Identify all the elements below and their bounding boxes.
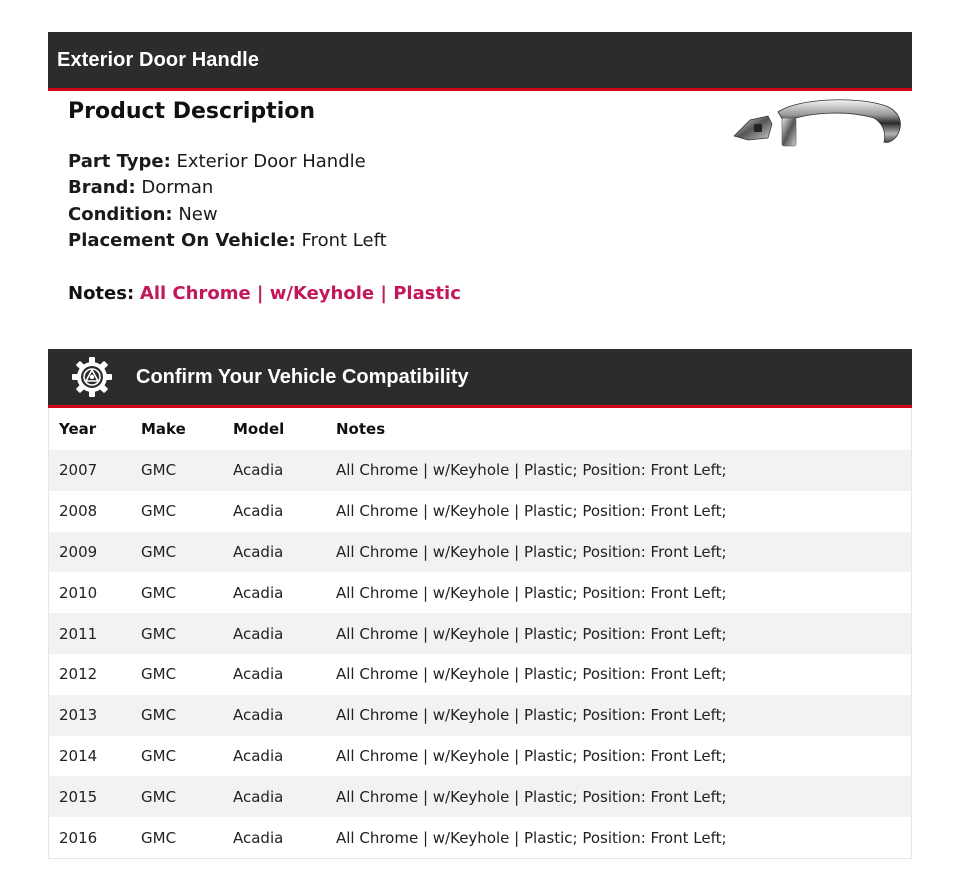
cell-notes: All Chrome | w/Keyhole | Plastic; Position: Front Left; (326, 695, 911, 736)
cell-year: 2012 (49, 654, 131, 695)
cell-model: Acadia (223, 736, 326, 777)
table-row (49, 613, 911, 654)
cell-model: Acadia (223, 491, 326, 532)
column-header-model: Model (233, 420, 285, 438)
spec-row-brand (68, 175, 708, 201)
cell-notes: All Chrome | w/Keyhole | Plastic; Position: Front Left; (326, 572, 911, 613)
table-row (49, 736, 911, 777)
spec-list (68, 149, 708, 254)
cell-year: 2010 (49, 572, 131, 613)
spec-row-placement (68, 228, 708, 254)
table-row (49, 491, 911, 532)
cell-make: GMC (131, 817, 223, 858)
product-description (68, 96, 708, 307)
section-title: Confirm Your Vehicle Compatibility (136, 365, 469, 388)
cell-year: 2008 (49, 491, 131, 532)
cell-year: 2016 (49, 817, 131, 858)
spec-key: Placement On Vehicle: (68, 229, 296, 251)
cell-notes: All Chrome | w/Keyhole | Plastic; Position: Front Left; (326, 736, 911, 777)
cell-model: Acadia (223, 450, 326, 491)
cell-make: GMC (131, 532, 223, 573)
cell-model: Acadia (223, 572, 326, 613)
cell-model: Acadia (223, 654, 326, 695)
cell-model: Acadia (223, 695, 326, 736)
cell-notes: All Chrome | w/Keyhole | Plastic; Position: Front Left; (326, 654, 911, 695)
spec-value: Dorman (141, 177, 214, 199)
column-header-notes: Notes (336, 420, 386, 438)
cell-notes: All Chrome | w/Keyhole | Plastic; Position: Front Left; (326, 776, 911, 817)
cell-year: 2013 (49, 695, 131, 736)
cell-make: GMC (131, 613, 223, 654)
cell-make: GMC (131, 450, 223, 491)
notes-key: Notes: (68, 283, 135, 305)
cell-model: Acadia (223, 613, 326, 654)
notes-value: All Chrome | w/Keyhole | Plastic (139, 283, 461, 305)
cell-make: GMC (131, 695, 223, 736)
cell-make: GMC (131, 654, 223, 695)
table-row (49, 654, 911, 695)
cell-make: GMC (131, 491, 223, 532)
section-header-product (48, 32, 912, 91)
spec-value: New (178, 203, 218, 225)
spec-row-part-type (68, 149, 708, 175)
section-header-compatibility (48, 349, 912, 408)
spec-key: Condition: (68, 203, 173, 225)
cell-model: Acadia (223, 776, 326, 817)
cell-notes: All Chrome | w/Keyhole | Plastic; Position: Front Left; (326, 817, 911, 858)
table-row (49, 776, 911, 817)
cell-year: 2009 (49, 532, 131, 573)
compatibility-table (48, 408, 912, 859)
column-header-year: Year (59, 420, 97, 438)
cell-year: 2015 (49, 776, 131, 817)
spec-key: Brand: (68, 177, 136, 199)
spec-row-condition (68, 202, 708, 228)
section-title: Exterior Door Handle (57, 48, 260, 71)
door-handle-image (728, 94, 906, 152)
cell-notes: All Chrome | w/Keyhole | Plastic; Position: Front Left; (326, 450, 911, 491)
spec-key: Part Type: (68, 151, 171, 172)
column-header-make: Make (141, 420, 186, 438)
cell-year: 2011 (49, 613, 131, 654)
cell-notes: All Chrome | w/Keyhole | Plastic; Position: Front Left; (326, 613, 911, 654)
table-row (49, 817, 911, 858)
cell-model: Acadia (223, 532, 326, 573)
table-row (49, 532, 911, 573)
table-row (49, 450, 911, 491)
cell-notes: All Chrome | w/Keyhole | Plastic; Position: Front Left; (326, 532, 911, 573)
cell-year: 2007 (49, 450, 131, 491)
cell-make: GMC (131, 736, 223, 777)
gear-icon (70, 355, 114, 399)
table-header-row (49, 408, 911, 450)
cell-model: Acadia (223, 817, 326, 858)
table-row (49, 695, 911, 736)
cell-make: GMC (131, 776, 223, 817)
spec-value: Front Left (301, 229, 387, 251)
cell-year: 2014 (49, 736, 131, 777)
spec-value: Exterior Door Handle (176, 151, 366, 172)
description-heading: Product Description (68, 99, 316, 124)
cell-make: GMC (131, 572, 223, 613)
table-row (49, 572, 911, 613)
notes-row (68, 281, 708, 307)
cell-notes: All Chrome | w/Keyhole | Plastic; Position: Front Left; (326, 491, 911, 532)
